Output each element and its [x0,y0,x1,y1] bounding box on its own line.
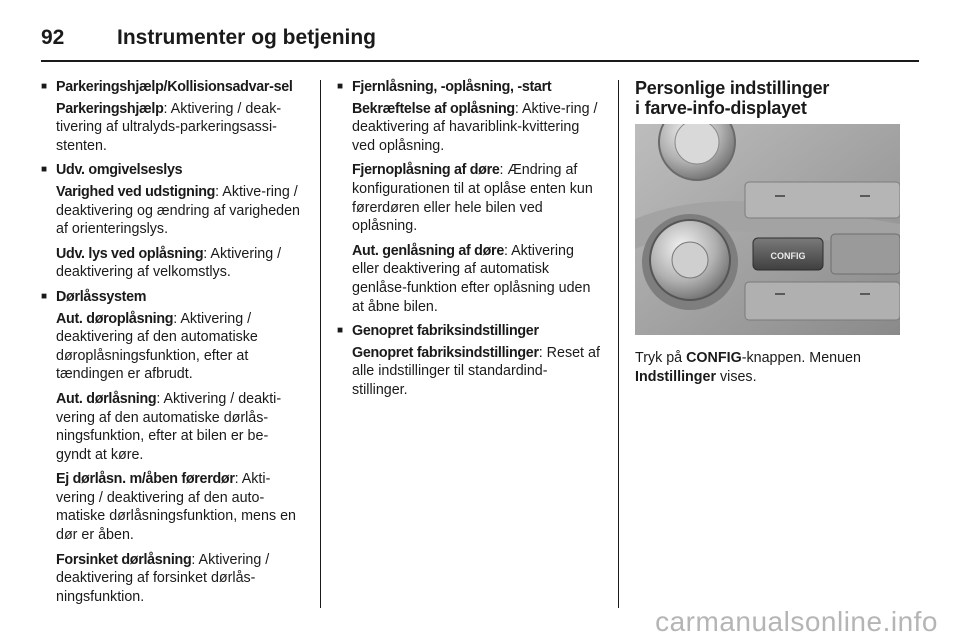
section-title: Personlige indstillinger i farve-info-displayet [635,78,830,118]
bullet-icon: ■ [337,81,343,92]
column-2 [337,78,603,406]
item-heading: ■ Dørlåssystem [41,288,147,305]
item-paragraph: Genopret fabriksindstillinger: Reset af alle indstillinger til standardind-stillinger. [352,344,600,398]
list-item [41,288,303,607]
item-paragraph: Forsinket dørlåsning: Aktivering / deaktivering af forsinket dørlås-ningsfunktion. [56,551,270,605]
column-1 [41,78,303,612]
column-divider-2 [618,80,619,608]
item-paragraph: Aut. døroplåsning: Aktivering / deaktivering af den automatiske døroplåsningsfunktion, efter at tændingen er afbrudt. [56,310,258,383]
header-rule [41,60,919,62]
list-item [337,322,603,399]
item-paragraph: Varighed ved udstigning: Aktive-ring / deaktivering og ændring af varigheden af orienteringslys. [56,183,301,238]
chapter-title: Instrumenter og betjening [117,26,377,49]
column-divider-1 [320,80,321,608]
watermark: carmanualsonline.info [655,606,938,637]
list-item [41,78,303,155]
item-paragraph: Aut. genlåsning af døre: Aktivering eller deaktivering af automatisk genlåse-funktion efter oplåsning uden at åbne bilen. [352,242,591,315]
list-item [337,78,603,316]
page-number: 92 [41,26,65,49]
item-heading: ■ Fjernlåsning, -oplåsning, -start [337,79,552,95]
bullet-icon: ■ [41,164,47,176]
item-paragraph: Udv. lys ved oplåsning: Aktivering / deaktivering af velkomstlys. [56,245,282,281]
page-header [41,18,919,58]
list-item [41,161,303,282]
item-paragraph: Fjernoplåsning af døre: Ændring af konfigurationen til at oplåse enten kun førerdøren eller hele bilen ved oplåsning. [352,162,593,235]
item-paragraph: Aut. dørlåsning: Aktivering / deakti-vering af den automatiske dørlås-ningsfunktion, efter at bilen er be-gyndt at køre. [56,390,282,463]
item-heading: ■ Genopret fabriksindstillinger [337,323,539,340]
item-heading: ■ Udv. omgivelseslys [41,162,183,179]
instruction-text: Tryk på CONFIG-knappen. Menuen Indstillinger vises. [635,350,861,385]
item-paragraph: Parkeringshjælp: Aktivering / deak-tivering af ultralyds-parkeringsassi-stenten. [56,100,282,154]
bullet-icon: ■ [41,81,47,92]
column-3 [635,78,901,386]
bullet-icon: ■ [41,290,47,302]
config-button-photo [635,124,900,335]
config-label: CONFIG [770,251,806,261]
bullet-icon: ■ [337,325,343,337]
item-heading: ■ Parkeringshjælp/Kollisionsadvar-sel [41,79,293,95]
item-paragraph: Bekræftelse af oplåsning: Aktive-ring / deaktivering af havariblink-kvittering ved oplåsning. [352,100,598,154]
item-paragraph: Ej dørlåsn. m/åben førerdør: Akti-vering / deaktivering af den auto-matiske dørlåsningsfunktion, mens en dør er åben. [56,471,296,544]
